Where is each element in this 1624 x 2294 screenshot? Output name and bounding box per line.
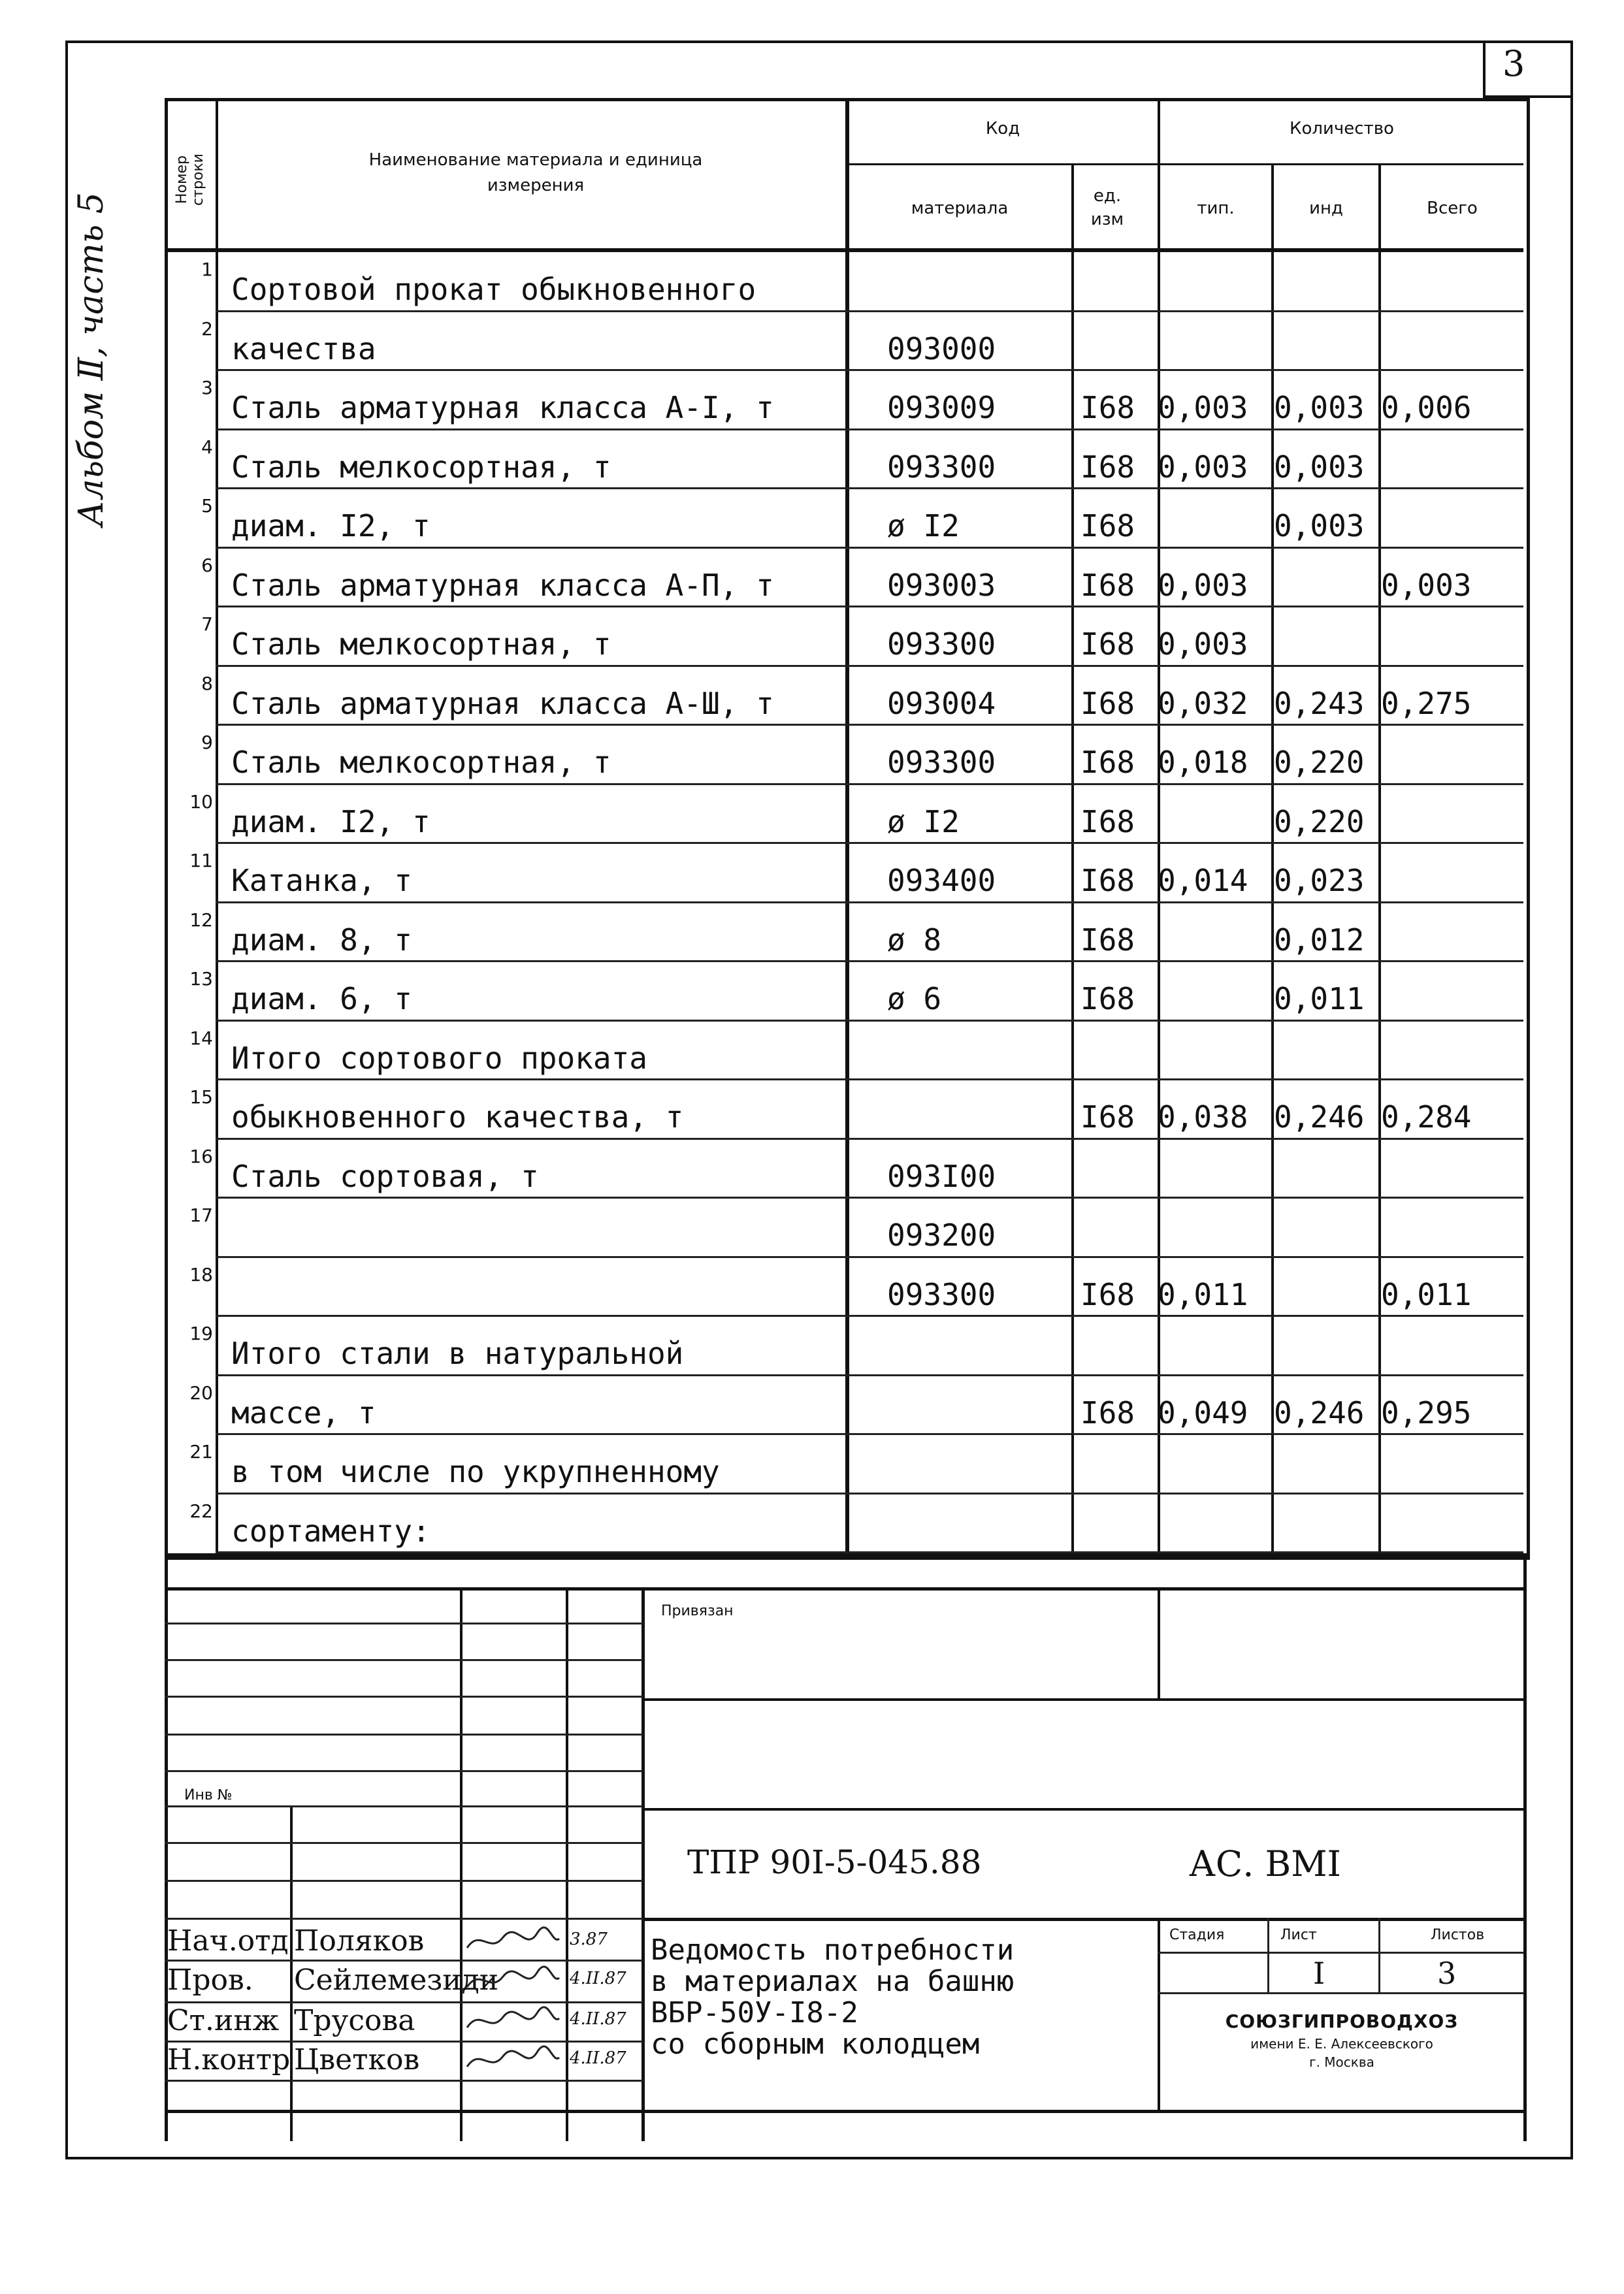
material-name: Сталь арматурная класса А-I, т: [231, 390, 774, 425]
material-name: Сталь сортовая, т: [231, 1159, 539, 1194]
cell-unit: I68: [1080, 1277, 1135, 1312]
row-number: 7: [201, 613, 213, 635]
signer-role: Пров.: [167, 1963, 253, 1997]
material-name: диам. I2, т: [231, 804, 430, 839]
row-divider: [216, 1433, 1523, 1435]
signature-mark: [464, 2044, 562, 2075]
signer-name: Сейлемезиди: [294, 1963, 499, 1997]
cell-unit: I68: [1080, 981, 1135, 1016]
cell-typ: 0,003: [1158, 449, 1248, 485]
privyazan-label: Привязан: [661, 1603, 734, 1619]
cell-code: 093009: [887, 390, 996, 425]
org-city: г. Москва: [1309, 2054, 1374, 2070]
cell-code: 093004: [887, 686, 996, 721]
cell-typ: 0,038: [1158, 1099, 1248, 1135]
sheets-value: 3: [1437, 1956, 1457, 1991]
cell-total: 0,006: [1381, 390, 1472, 425]
cell-typ: 0,011: [1158, 1277, 1248, 1312]
material-name: сортаменту:: [231, 1513, 430, 1549]
cell-ind: 0,003: [1274, 508, 1365, 543]
org-subtitle: имени Е. Е. Алексеевского: [1250, 2036, 1433, 2052]
cell-code: 093000: [887, 331, 996, 366]
row-divider: [216, 842, 1523, 844]
cell-code: 093400: [887, 863, 996, 898]
signature-mark: [464, 1965, 562, 1995]
row-number: 10: [189, 791, 213, 813]
page-number: 3: [1502, 43, 1525, 84]
stage-label: Стадия: [1169, 1927, 1225, 1943]
row-divider: [216, 724, 1523, 726]
organization: [1160, 2011, 1523, 2070]
signer-name: Трусова: [294, 2004, 415, 2037]
row-number: 11: [189, 850, 213, 871]
cell-typ: 0,003: [1158, 390, 1248, 425]
cell-ind: 0,003: [1274, 390, 1365, 425]
row-number: 21: [189, 1441, 213, 1462]
row-divider: [216, 901, 1523, 903]
sheet-label: Лист: [1280, 1927, 1317, 1943]
row-divider: [216, 960, 1523, 962]
cell-ind: 0,220: [1274, 745, 1365, 780]
cell-unit: I68: [1080, 1099, 1135, 1135]
row-number: 6: [201, 555, 213, 576]
cell-ind: 0,220: [1274, 804, 1365, 839]
cell-ind: 0,023: [1274, 863, 1365, 898]
cell-typ: 0,049: [1158, 1395, 1248, 1430]
material-name: Сталь мелкосортная, т: [231, 626, 611, 662]
title-line-4: со сборным колодцем: [651, 2027, 980, 2061]
signer-name: Поляков: [294, 1924, 425, 1958]
cell-code: 093I00: [887, 1159, 996, 1194]
row-number: 14: [189, 1027, 213, 1049]
sheet-code: АС. ВМI: [1189, 1843, 1341, 1884]
cell-unit: I68: [1080, 804, 1135, 839]
row-number: 9: [201, 732, 213, 753]
cell-code: ø 6: [887, 981, 942, 1016]
row-number: 8: [201, 673, 213, 694]
cell-unit: I68: [1080, 390, 1135, 425]
cell-ind: 0,246: [1274, 1395, 1365, 1430]
title-line-1: Ведомость потребности: [651, 1933, 1015, 1967]
drawing-title: [651, 1935, 1014, 2060]
sheets-label: Листов: [1431, 1927, 1485, 1943]
inv-no-label: Инв №: [184, 1787, 233, 1803]
material-name: массе, т: [231, 1395, 376, 1430]
row-number: 5: [201, 495, 213, 517]
cell-code: 093300: [887, 745, 996, 780]
cell-code: 093200: [887, 1218, 996, 1253]
material-name: Сортовой прокат обыкновенного: [231, 272, 756, 307]
sheet-value: I: [1313, 1956, 1325, 1991]
cell-unit: I68: [1080, 626, 1135, 662]
row-number: 2: [201, 318, 213, 340]
cell-unit: I68: [1080, 568, 1135, 603]
material-name: качества: [231, 331, 376, 366]
row-divider: [216, 665, 1523, 667]
cell-typ: 0,018: [1158, 745, 1248, 780]
cell-typ: 0,032: [1158, 686, 1248, 721]
material-name: Итого стали в натуральной: [231, 1336, 684, 1371]
row-number: 4: [201, 436, 213, 458]
cell-ind: 0,243: [1274, 686, 1365, 721]
cell-total: 0,011: [1381, 1277, 1472, 1312]
cell-ind: 0,003: [1274, 449, 1365, 485]
cell-ind: 0,246: [1274, 1099, 1365, 1135]
cell-ind: 0,012: [1274, 922, 1365, 958]
material-name: в том числе по укрупненному: [231, 1454, 720, 1489]
row-divider: [216, 1493, 1523, 1494]
signature-date: 4.II.87: [570, 1969, 626, 1988]
row-divider: [216, 428, 1523, 430]
cell-code: ø I2: [887, 508, 960, 543]
org-name: СОЮЗГИПРОВОДХОЗ: [1225, 2011, 1459, 2032]
header-code: Код: [985, 119, 1020, 138]
row-divider: [216, 1197, 1523, 1199]
cell-code: 093003: [887, 568, 996, 603]
signature-mark: [464, 2005, 562, 2035]
signer-role: Н.контр: [167, 2043, 291, 2076]
row-divider: [216, 606, 1523, 607]
row-divider: [216, 547, 1523, 549]
row-number: 20: [189, 1382, 213, 1404]
row-number: 3: [201, 377, 213, 398]
row-divider: [216, 1020, 1523, 1022]
row-number: 16: [189, 1146, 213, 1167]
cell-unit: I68: [1080, 686, 1135, 721]
header-qty: Количество: [1290, 119, 1394, 138]
cell-total: 0,284: [1381, 1099, 1472, 1135]
signature-date: 4.II.87: [570, 2048, 626, 2068]
material-name: Сталь арматурная класса А-П, т: [231, 568, 774, 603]
cell-total: 0,003: [1381, 568, 1472, 603]
header-typ: тип.: [1197, 199, 1235, 218]
signer-name: Цветков: [294, 2043, 420, 2076]
cell-unit: I68: [1080, 508, 1135, 543]
header-name: Наименование материала и единица измерения: [368, 150, 703, 195]
signer-role: Ст.инж: [167, 2004, 280, 2037]
signature-date: 3.87: [570, 1930, 608, 1949]
header-material: материала: [911, 199, 1009, 218]
row-number: 1: [201, 259, 213, 280]
row-divider: [216, 1374, 1523, 1376]
header-row-no: Номер строки: [174, 153, 206, 206]
row-divider: [216, 1078, 1523, 1080]
row-number: 22: [189, 1500, 213, 1522]
row-number: 17: [189, 1204, 213, 1226]
cell-ind: 0,011: [1274, 981, 1365, 1016]
cell-code: ø 8: [887, 922, 942, 958]
cell-code: 093300: [887, 626, 996, 662]
document-code: ТПР 90I-5-045.88: [687, 1843, 982, 1881]
cell-unit: I68: [1080, 922, 1135, 958]
cell-code: ø I2: [887, 804, 960, 839]
row-number: 12: [189, 909, 213, 931]
cell-typ: 0,014: [1158, 863, 1248, 898]
signature-date: 4.II.87: [570, 2009, 626, 2029]
title-line-2: в материалах на башню: [651, 1965, 1015, 1998]
cell-total: 0,275: [1381, 686, 1472, 721]
cell-unit: I68: [1080, 449, 1135, 485]
header-total: Всего: [1427, 199, 1478, 218]
row-divider: [216, 1138, 1523, 1140]
side-label: Альбом Ⅱ, часть 5: [72, 192, 111, 526]
signer-role: Нач.отд: [167, 1924, 289, 1958]
material-name: Сталь мелкосортная, т: [231, 449, 611, 485]
cell-unit: I68: [1080, 745, 1135, 780]
cell-code: 093300: [887, 1277, 996, 1312]
signature-mark: [464, 1926, 562, 1956]
row-number: 18: [189, 1264, 213, 1285]
row-number: 15: [189, 1086, 213, 1108]
material-name: Сталь мелкосортная, т: [231, 745, 611, 780]
cell-typ: 0,003: [1158, 626, 1248, 662]
cell-unit: I68: [1080, 1395, 1135, 1430]
cell-typ: 0,003: [1158, 568, 1248, 603]
row-divider: [216, 783, 1523, 785]
row-number: 19: [189, 1323, 213, 1344]
title-line-3: ВБР-50У-I8-2: [651, 1996, 858, 2029]
row-divider: [216, 487, 1523, 489]
row-divider: [216, 1256, 1523, 1258]
material-name: Катанка, т: [231, 863, 412, 898]
row-divider: [216, 310, 1523, 312]
material-name: диам. 6, т: [231, 981, 412, 1016]
row-number: 13: [189, 968, 213, 990]
material-name: диам. I2, т: [231, 508, 430, 543]
cell-unit: I68: [1080, 863, 1135, 898]
row-divider: [216, 1315, 1523, 1317]
header-ind: инд: [1309, 199, 1343, 218]
page-number-box: [1483, 40, 1570, 98]
material-name: Сталь арматурная класса А-Ш, т: [231, 686, 774, 721]
material-name: Итого сортового проката: [231, 1041, 647, 1076]
header-unit: ед. изм: [1090, 186, 1124, 230]
material-name: обыкновенного качества, т: [231, 1099, 684, 1135]
cell-code: 093300: [887, 449, 996, 485]
material-name: диам. 8, т: [231, 922, 412, 958]
cell-total: 0,295: [1381, 1395, 1472, 1430]
row-divider: [216, 369, 1523, 371]
